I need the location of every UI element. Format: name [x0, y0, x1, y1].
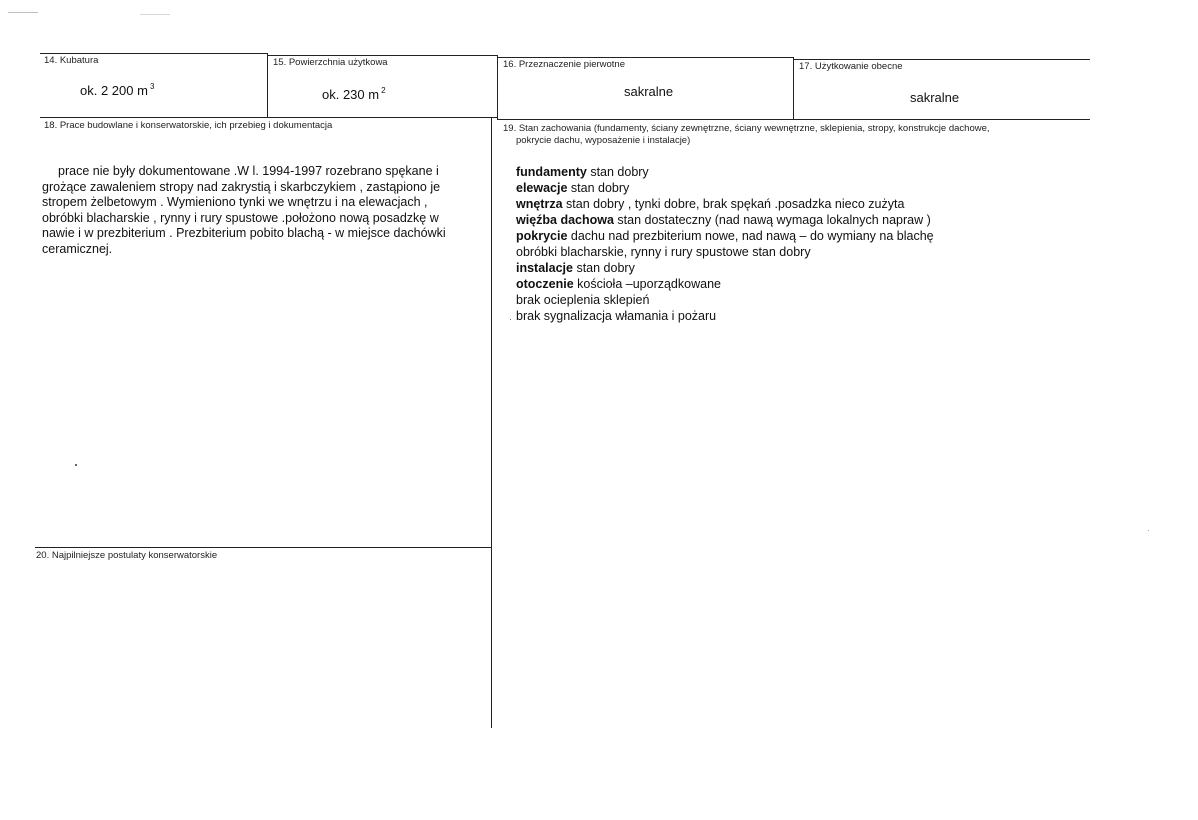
- text-line: obróbki blacharskie , rynny i rury spustowe .położono nową posadzkę w: [42, 210, 439, 225]
- label-uzytkowanie: 17. Użytkowanie obecne: [799, 61, 903, 72]
- value-przeznaczenie: sakralne: [624, 84, 674, 99]
- label-kubatura: 14. Kubatura: [44, 55, 99, 66]
- label-przeznaczenie: 16. Przeznaczenie pierwotne: [503, 59, 625, 70]
- text-line: nawie i w prezbiterium . Prezbiterium pobito blachą - w miejsce dachówki: [42, 226, 446, 240]
- state-row: brak ocieplenia sklepień: [516, 293, 650, 307]
- text-line: grożące zawaleniem stropy nad zakrystią i skarbczykiem , zastąpiono je: [42, 179, 441, 194]
- rule-15-top: [268, 55, 498, 56]
- state-row: więźba dachowa stan dostateczny (nad nawą wymaga lokalnych napraw ): [516, 213, 931, 227]
- label-stan-zachowania: 19. Stan zachowania (fundamenty, ściany zewnętrzne, ściany wewnętrzne, sklepienia, stropy, konstrukcje dachowe,: [503, 123, 990, 134]
- state-row: otoczenie kościoła –uporządkowane: [516, 277, 721, 291]
- stan-zachowania-list: [516, 164, 934, 324]
- state-row: instalacje stan dobry: [516, 261, 635, 275]
- state-row: pokrycie dachu nad prezbiterium nowe, nad nawą – do wymiany na blachę: [516, 229, 934, 243]
- label-stan-zachowania-cont: pokrycie dachu, wyposażenie i instalacje): [516, 135, 691, 146]
- value-uzytkowanie: sakralne: [910, 90, 960, 105]
- scan-mark: [8, 12, 38, 13]
- label-powierzchnia: 15. Powierzchnia użytkowa: [273, 57, 388, 68]
- scan-speck: [510, 319, 511, 320]
- state-row: wnętrza stan dobry , tynki dobre, brak spękań .posadzka nieco zużyta: [516, 197, 905, 211]
- rule-14-top: [40, 53, 268, 54]
- state-row: elewacje stan dobry: [516, 181, 630, 195]
- rule-16-top: [498, 57, 794, 58]
- label-postulaty: 20. Najpilniejsze postulaty konserwatorskie: [36, 550, 218, 561]
- rule-20-top: [35, 547, 491, 548]
- text-prace-budowlane: [42, 164, 446, 257]
- rule-17-top: [794, 59, 1090, 60]
- state-row: brak sygnalizacja włamania i pożaru: [516, 309, 717, 323]
- label-prace-budowlane: 18. Prace budowlane i konserwatorskie, ich przebieg i dokumentacja: [44, 120, 333, 131]
- scan-speck: [75, 464, 77, 466]
- rule-row-separator-right: [498, 119, 1090, 120]
- state-row: obróbki blacharskie, rynny i rury spustowe stan dobry: [516, 245, 811, 259]
- divider-15-16: [497, 56, 498, 120]
- state-row: fundamenty stan dobry: [516, 165, 649, 179]
- rule-row-separator: [40, 117, 498, 118]
- scan-mark: [140, 14, 170, 15]
- text-line: prace nie były dokumentowane .W l. 1994-1997 rozebrano spękane i: [58, 164, 439, 178]
- divider-main: [491, 118, 492, 728]
- text-line: stropem żelbetowym . Wymieniono tynki we wnętrzu i na elewacjach ,: [42, 195, 428, 209]
- divider-16-17: [793, 58, 794, 120]
- value-kubatura: ok. 2 200 m $^3$: [80, 82, 155, 98]
- scan-speck: [1148, 530, 1149, 531]
- value-powierzchnia: ok. 230 m $^2$: [322, 86, 386, 102]
- divider-14-15: [267, 54, 268, 118]
- text-line: ceramicznej.: [42, 241, 113, 256]
